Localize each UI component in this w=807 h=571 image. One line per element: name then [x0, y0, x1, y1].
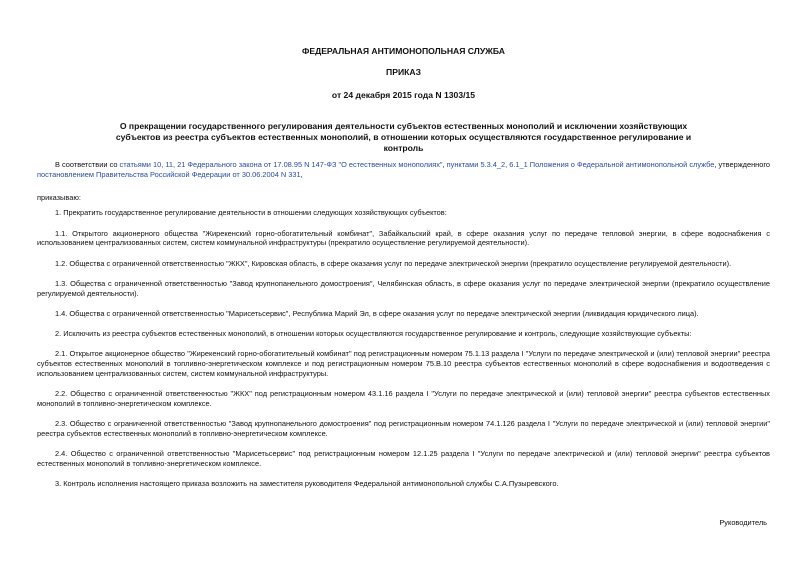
- intro-text-2: ,: [442, 160, 447, 169]
- item-2-2: 2.2. Общество с ограниченной ответственностью "ЖКХ" под регистрационным номером 43.1.16 раздела I "Услуги по передаче электрической и (или) тепловой энергии" реестра субъектов естественных монополий в топливно-энергетическом комплексе.: [37, 389, 770, 408]
- item-1-1: 1.1. Открытого акционерного общества "Жирекенский горно-обогатительный комбинат", Забайкальский край, в сфере оказания услуг по передаче тепловой энергии, в сфере водоснабжения с использованием централизованных систем, систем коммунальной инфраструктуры (прекратило осуществление регулируемой деятельности).: [37, 228, 770, 248]
- intro-text-3: , утвержденного: [714, 160, 770, 169]
- intro-text-4: ,: [300, 169, 303, 179]
- item-2-1: 2.1. Открытое акционерное общество "Жирекенский горно-обогатительный комбинат" под регистрационным номером 75.1.13 раздела I "Услуги по передаче электрической и (или) тепловой энергии" реестра субъектов естественных монополий в топливно-энергетическом комплексе и под регистрационным номером 75.В.10 реестра субъектов естественных монополий в сфере водоснабжения и водоотведения с использованием централизованных систем, систем коммунальной инфраструктуры.: [37, 349, 770, 378]
- document-title: О прекращении государственного регулирования деятельности субъектов естественных монополий и исключении хозяйствующих субъектов из реестра субъектов естественных монополий, в отношении которых осуществляются государственное регулирование и контроль: [115, 121, 692, 153]
- regulation-link[interactable]: пунктами 5.3.4_2, 6.1_1 Положения о Федеральной антимонопольной службе: [446, 160, 715, 169]
- government-decree-link[interactable]: постановлением Правительства Российской Федерации от 30.06.2004 N 331: [37, 169, 301, 179]
- signature-label: Руководитель: [719, 518, 767, 527]
- item-2-3: 2.3. Общество с ограниченной ответственностью "Завод крупнопанельного домостроения" под регистрационным номером 74.1.126 раздела I "Услуги по передаче электрической и (или) тепловой энергии" реестра субъектов естественных монополий в топливно-энергетическом комплексе.: [37, 419, 770, 439]
- document-type-heading: ПРИКАЗ: [386, 67, 421, 77]
- item-1: 1. Прекратить государственное регулирование деятельности в отношении следующих хозяйствующих субъектов:: [55, 208, 447, 218]
- item-3: 3. Контроль исполнения настоящего приказа возложить на заместителя руководителя Федеральной антимонопольной службы С.А.Пузыревского.: [55, 479, 559, 489]
- item-2-4: 2.4. Общество с ограниченной ответственностью "Марисетьсервис" под регистрационным номером 12.1.25 раздела I "Услуги по передаче электрической и (или) тепловой энергии" реестра субъектов естественных монополий в топливно-энергетическом комплексе.: [37, 449, 770, 469]
- document-body: [37, 160, 770, 500]
- intro-paragraph: [37, 160, 770, 180]
- agency-heading: ФЕДЕРАЛЬНАЯ АНТИМОНОПОЛЬНАЯ СЛУЖБА: [302, 46, 505, 56]
- item-1-3: 1.3. Общества с ограниченной ответственностью "Завод крупнопанельного домостроения", Челябинская область, в сфере оказания услуг по передаче электрической энергии (прекратило осуществление регулируемой деятельности).: [37, 278, 770, 298]
- prikazyvayu-line: приказываю:: [37, 192, 81, 202]
- law-link[interactable]: статьями 10, 11, 21 Федерального закона от 17.08.95 N 147-ФЗ "О естественных монополиях": [119, 160, 443, 169]
- item-2: 2. Исключить из реестра субъектов естественных монополий, в отношении которых осуществляются государственное регулирование и контроль, следующие хозяйствующие субъекты:: [55, 329, 692, 339]
- document-date-line: от 24 декабря 2015 года N 1303/15: [331, 90, 476, 100]
- item-1-4: 1.4. Общества с ограниченной ответственностью "Марисетьсервис", Республика Марий Эл, в сфере оказания услуг по передаче электрической энергии (ликвидация юридического лица).: [55, 308, 699, 318]
- item-1-2: 1.2. Общества с ограниченной ответственностью "ЖКХ", Кировская область, в сфере оказания услуг по передаче электрической энергии (прекратило осуществление регулируемой деятельности).: [55, 258, 732, 268]
- intro-text-1: В соответствии со: [55, 160, 120, 169]
